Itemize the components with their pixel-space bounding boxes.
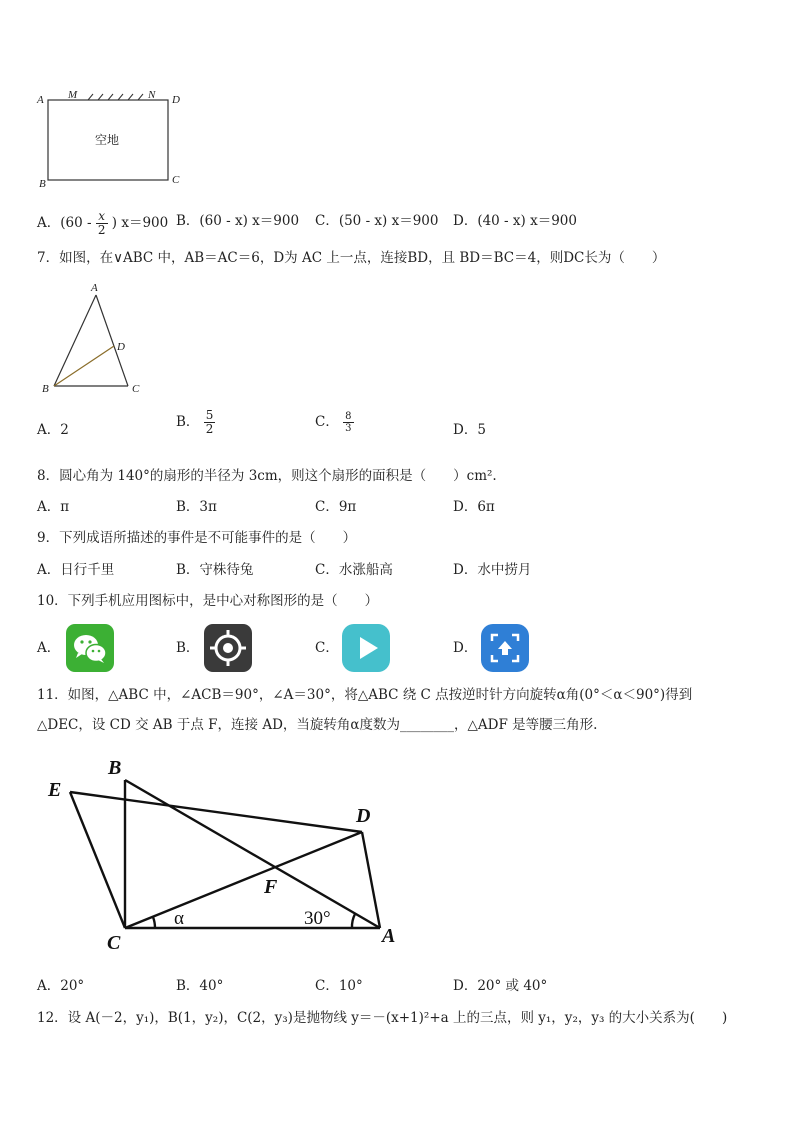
- camera-focus-icon: [204, 624, 252, 672]
- q11-label-a: A: [382, 925, 396, 947]
- q12-stem: 12．设 A(－2，y₁)，B(1，y₂)，C(2，y₃)是抛物线 y＝－(x+1)²+a 上的三点，则 y₁，y₂，y₃ 的大小关系为( ): [37, 1010, 728, 1026]
- q9-option-b: B．守株待兔: [176, 562, 254, 578]
- q6-label-n: N: [148, 89, 156, 101]
- q8-option-d: D．6π: [453, 499, 495, 515]
- q11-label-angle: 30°: [304, 908, 331, 929]
- q11-option-d: D．20° 或 40°: [453, 978, 548, 994]
- q6-label-a: A: [37, 94, 44, 106]
- q9-option-d: D．水中捞月: [453, 562, 532, 578]
- q6-option-a-prefix: A．(60 -: [37, 215, 92, 231]
- q10-option-b-label: B．: [176, 640, 200, 656]
- q10-option-c-label: C．: [315, 640, 339, 656]
- q7-c-num: 8: [345, 411, 352, 422]
- q11-label-f: F: [264, 876, 278, 898]
- q7-b-num: 5: [205, 408, 214, 422]
- q6-label-b: B: [39, 178, 46, 190]
- q7-option-c: [315, 411, 354, 434]
- q6-label-center: 空地: [95, 133, 120, 147]
- q8-option-a: A．π: [37, 499, 70, 515]
- q7-option-b-fraction: [204, 409, 216, 436]
- play-icon: [342, 624, 390, 672]
- q6-option-a-fraction: [96, 210, 108, 237]
- q8-option-c: C．9π: [315, 499, 357, 515]
- q6-label-m: M: [68, 89, 78, 101]
- q11-rotation-figure: [40, 752, 420, 962]
- q7-triangle-figure: [36, 280, 156, 400]
- q6-frac-den: 2: [97, 223, 106, 237]
- q6-label-c: C: [172, 174, 180, 186]
- q11-label-d: D: [356, 805, 371, 827]
- q10-option-d-label: D．: [453, 640, 478, 656]
- q7-b-den: 2: [205, 422, 214, 436]
- q7-option-c-label: C．: [315, 414, 339, 430]
- q7-label-a: A: [91, 282, 98, 294]
- q11-option-b: B．40°: [176, 978, 224, 994]
- q11-stem-line1: 11．如图，△ABC 中，∠ACB＝90°，∠A＝30°，将△ABC 绕 C 点按逆时针方向旋转α角(0°＜α＜90°)得到: [37, 687, 693, 703]
- q7-label-c: C: [132, 383, 140, 395]
- wechat-icon: [66, 624, 114, 672]
- q7-label-b: B: [42, 383, 49, 395]
- q9-option-a: A．日行千里: [37, 562, 115, 578]
- q10-stem: 10．下列手机应用图标中，是中心对称图形的是（ ）: [37, 593, 379, 609]
- q6-wall-hatch: [88, 94, 143, 100]
- q11-label-c: C: [107, 932, 121, 954]
- q8-stem: 8．圆心角为 140°的扇形的半径为 3cm，则这个扇形的面积是（ ）cm².: [37, 468, 497, 484]
- q6-label-d: D: [172, 94, 180, 106]
- q11-option-a: A．20°: [37, 978, 85, 994]
- q7-stem: 7．如图，在∨ABC 中，AB＝AC＝6，D为 AC 上一点，连接BD，且 BD＝BC＝4，则DC长为（ ）: [37, 250, 666, 266]
- q7-option-b: [176, 409, 215, 436]
- q6-option-a: [37, 210, 168, 237]
- q6-frac-num: x: [96, 210, 108, 224]
- q6-option-c: C．(50 - x) x＝900: [315, 213, 439, 229]
- q11-label-b: B: [108, 757, 122, 779]
- q11-stem-line2: △DEC，设 CD 交 AB 于点 F，连接 AD，当旋转角α度数为________，△ADF 是等腰三角形.: [37, 717, 598, 733]
- q10-option-a-label: A．: [37, 640, 61, 656]
- q6-option-d: D．(40 - x) x＝900: [453, 213, 577, 229]
- q6-rectangle-figure: [30, 82, 200, 192]
- q7-option-b-label: B．: [176, 414, 200, 430]
- upload-icon: [481, 624, 529, 672]
- q7-option-d: D．5: [453, 422, 486, 438]
- q7-c-den: 3: [345, 423, 352, 434]
- q11-label-alpha: α: [174, 908, 184, 929]
- q7-label-d: D: [117, 341, 125, 353]
- q6-option-a-suffix: ) x＝900: [111, 215, 169, 231]
- q6-option-b: B．(60 - x) x＝900: [176, 213, 300, 229]
- q8-option-b: B．3π: [176, 499, 217, 515]
- q9-stem: 9．下列成语所描述的事件是不可能事件的是（ ）: [37, 530, 357, 546]
- q9-option-c: C．水涨船高: [315, 562, 393, 578]
- q7-option-c-fraction: [343, 411, 353, 434]
- q7-option-a: A．2: [37, 422, 69, 438]
- q11-label-e: E: [48, 779, 62, 801]
- q11-option-c: C．10°: [315, 978, 363, 994]
